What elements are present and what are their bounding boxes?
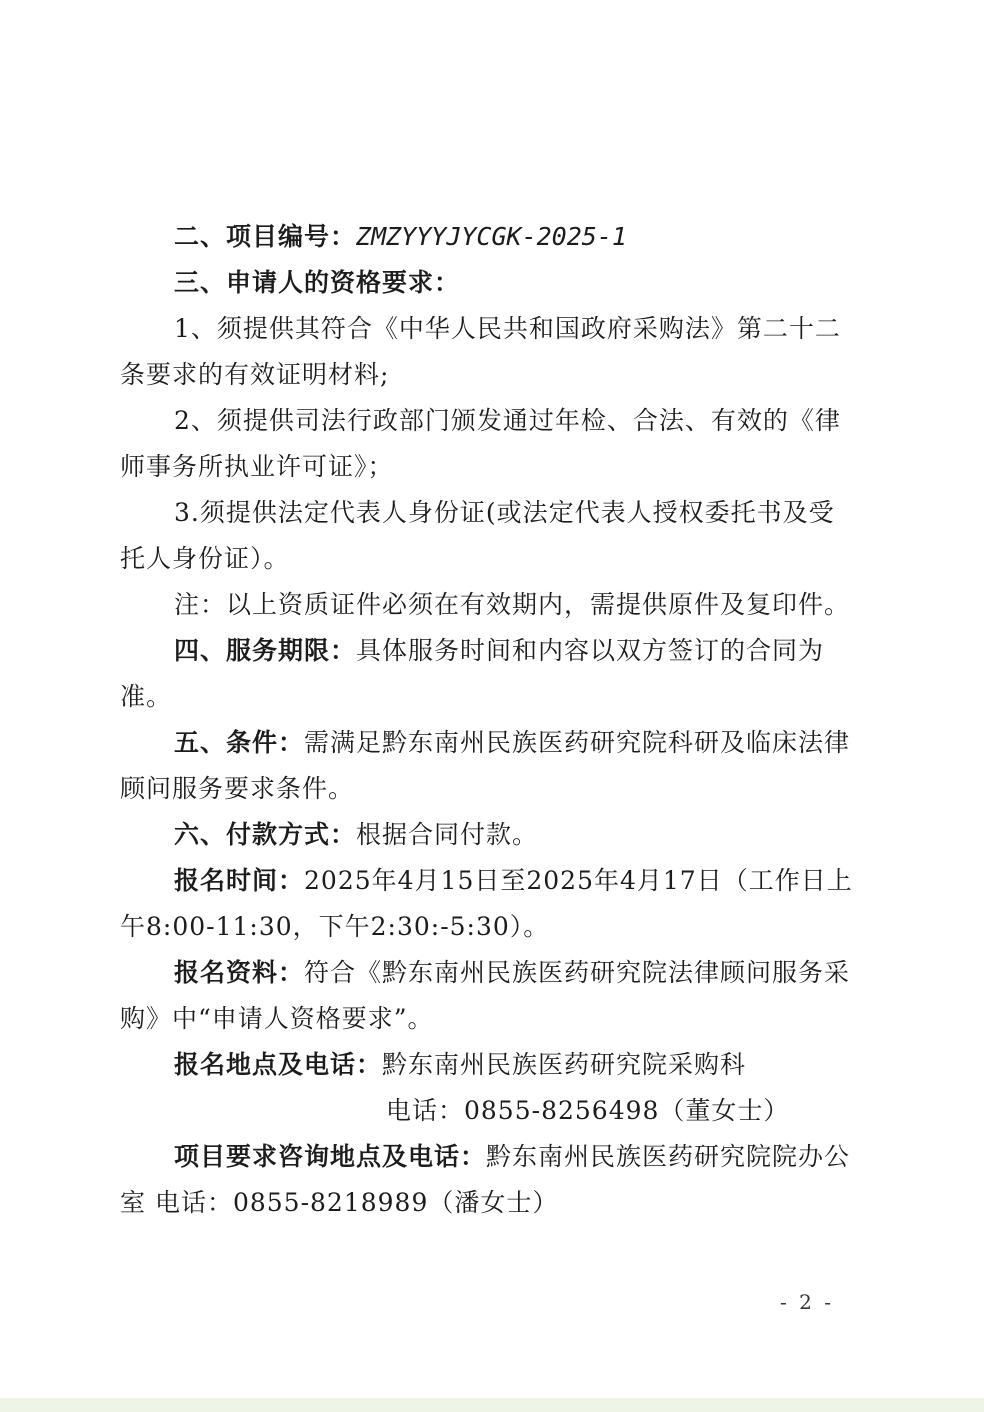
service-period-value: 具体服务时间和内容以双方签订的合同为准。	[120, 636, 825, 711]
registration-docs-value: 符合《黔东南州民族医药研究院法律顾问服务采购》中“申请人资格要求”。	[120, 958, 851, 1033]
conditions-value: 需满足黔东南州民族医药研究院科研及临床法律顾问服务要求条件。	[120, 728, 851, 803]
project-number-line	[120, 214, 860, 260]
requirement-2: 2、须提供司法行政部门颁发通过年检、合法、有效的《律师事务所执业许可证》；	[120, 406, 841, 481]
requirement-3: 3.须提供法定代表人身份证(或法定代表人授权委托书及受托人身份证）。	[120, 498, 835, 573]
service-period-label: 四、服务期限：	[174, 636, 357, 665]
project-number-label: 二、项目编号：	[174, 222, 357, 251]
conditions-label: 五、条件：	[174, 728, 305, 757]
registration-docs-label: 报名资料：	[174, 958, 305, 987]
payment-line	[120, 812, 860, 858]
page-number: - 2 -	[780, 1290, 834, 1314]
consult-line	[120, 1134, 860, 1226]
registration-place-line	[120, 1042, 860, 1088]
page-bottom-edge	[0, 1398, 984, 1412]
payment-label: 六、付款方式：	[174, 820, 357, 849]
registration-place-value: 黔东南州民族医药研究院采购科	[382, 1050, 747, 1079]
conditions-line	[120, 720, 860, 812]
registration-phone: 电话：0855-8256498（董女士）	[386, 1096, 790, 1125]
qualification-title: 三、申请人的资格要求：	[174, 268, 461, 297]
registration-time-label: 报名时间：	[174, 866, 305, 895]
project-number-value: ZMZYYYJYCGK-2025-1	[356, 222, 627, 251]
registration-place-label: 报名地点及电话：	[174, 1050, 383, 1079]
requirement-1: 1、须提供其符合《中华人民共和国政府采购法》第二十二条要求的有效证明材料;	[120, 314, 841, 389]
document-body	[120, 212, 860, 1226]
payment-value: 根据合同付款。	[356, 820, 539, 849]
consult-value: 黔东南州民族医药研究院院办公室 电话：0855-8218989（潘女士）	[120, 1142, 851, 1217]
qualification-note: 注：以上资质证件必须在有效期内，需提供原件及复印件。	[174, 590, 851, 619]
registration-time-value: 2025年4月15日至2025年4月17日（工作日上午8:00-11:30，下午2:30:-5:30）。	[120, 866, 853, 941]
registration-docs-line	[120, 950, 860, 1042]
consult-label: 项目要求咨询地点及电话：	[174, 1142, 487, 1171]
registration-time-line	[120, 858, 860, 950]
service-period-line	[120, 628, 860, 720]
